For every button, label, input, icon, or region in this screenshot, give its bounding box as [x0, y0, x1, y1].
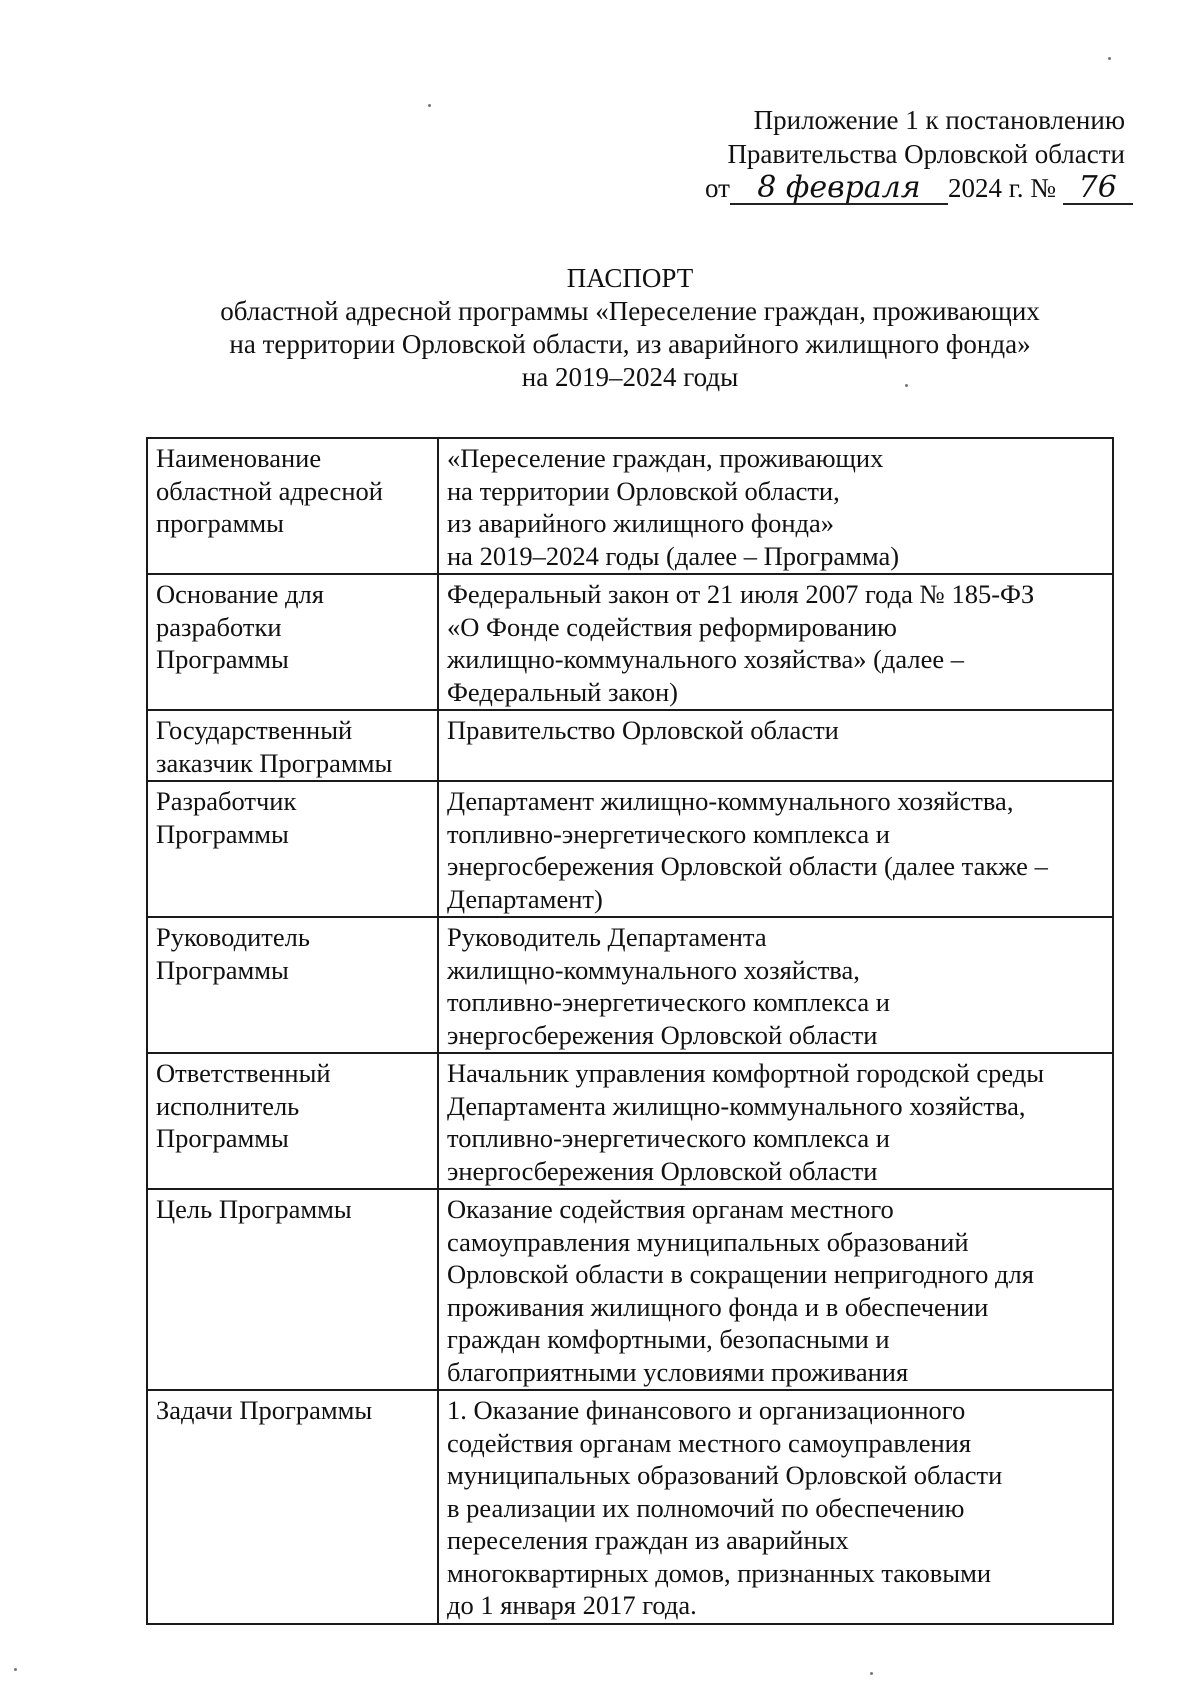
table-row — [147, 438, 1113, 574]
appendix-line-2: Правительства Орловской области — [727, 139, 1125, 169]
row-label-line: программы — [156, 508, 284, 538]
row-value-cell — [438, 1189, 1113, 1390]
row-value-cell — [438, 917, 1113, 1053]
date-prefix: от — [705, 173, 730, 203]
row-value-line: граждан комфортными, безопасными и — [447, 1324, 890, 1354]
row-label-line: Государственный — [156, 715, 353, 745]
row-label-line: заказчик Программы — [156, 747, 393, 778]
table-row — [147, 1189, 1113, 1390]
title-heading: ПАСПОРТ — [566, 263, 694, 293]
row-value-line: многоквартирных домов, признанных таковыми — [447, 1557, 992, 1588]
row-value-line: 1. Оказание финансового и организационного — [447, 1395, 966, 1425]
row-label-cell — [147, 1189, 438, 1390]
row-value-line: проживания жилищного фонда и в обеспечении — [447, 1291, 989, 1322]
row-label-line: Задачи Программы — [156, 1395, 373, 1425]
title-line: на территории Орловской области, из аварийного жилищного фонда» — [229, 329, 1031, 359]
appendix-line-1: Приложение 1 к постановлению — [753, 105, 1125, 135]
row-value-line: энергосбережения Орловской области (далее также – — [447, 851, 1048, 881]
scan-speck — [1108, 57, 1111, 60]
scan-speck — [14, 1668, 17, 1671]
row-value-line: топливно-энергетического комплекса и — [447, 987, 890, 1017]
row-value-line: «Переселение граждан, проживающих — [447, 443, 884, 473]
table-row — [147, 781, 1113, 917]
row-label-line: Руководитель — [156, 922, 310, 952]
row-value-cell — [438, 574, 1113, 710]
scan-speck — [870, 1672, 873, 1675]
row-label-cell — [147, 1053, 438, 1189]
table-row — [147, 917, 1113, 1053]
row-label-line: Наименование — [156, 443, 322, 473]
row-label-cell — [147, 1390, 438, 1624]
row-value-cell — [438, 1390, 1113, 1624]
scan-speck — [905, 384, 908, 387]
row-value-line: из аварийного жилищного фонда» — [447, 508, 835, 538]
row-value-line: на 2019–2024 годы (далее – Программа) — [447, 540, 900, 571]
row-label-line: Цель Программы — [156, 1194, 352, 1224]
row-value-cell — [438, 438, 1113, 574]
row-value-line: топливно-энергетического комплекса и — [447, 818, 890, 849]
row-value-line: в реализации их полномочий по обеспечению — [447, 1492, 965, 1523]
row-value-line: Департамент) — [447, 883, 603, 914]
row-value-line: Оказание содействия органам местного — [447, 1194, 894, 1224]
row-value-cell — [438, 1053, 1113, 1189]
table-row — [147, 1053, 1113, 1189]
row-value-line: переселения граждан из аварийных — [447, 1525, 849, 1555]
row-label-line: Программы — [156, 954, 289, 985]
row-label-cell — [147, 710, 438, 781]
row-value-line: содействия органам местного самоуправления — [447, 1427, 972, 1458]
row-value-line: Руководитель Департамента — [447, 922, 767, 952]
row-value-line: Федеральный закон) — [447, 676, 678, 707]
row-label-line: Программы — [156, 818, 289, 849]
row-value-line: Орловской области в сокращении непригодного для — [447, 1259, 1034, 1289]
row-label-line: областной адресной — [156, 475, 383, 506]
row-label-line: Разработчик — [156, 786, 297, 816]
row-value-line: до 1 января 2017 года. — [447, 1590, 697, 1620]
table-row — [147, 574, 1113, 710]
row-value-line: Федеральный закон от 21 июля 2007 года № 185-ФЗ — [447, 579, 1035, 609]
row-label-cell — [147, 574, 438, 710]
handwritten-date: 8 февраля — [730, 173, 948, 205]
row-label-cell — [147, 917, 438, 1053]
row-value-line: Департамента жилищно-коммунального хозяйства, — [447, 1090, 1026, 1121]
row-value-cell — [438, 781, 1113, 917]
decree-date-line — [705, 171, 1125, 205]
row-label-cell — [147, 781, 438, 917]
row-value-cell — [438, 710, 1113, 781]
passport-table-body — [147, 438, 1113, 1624]
row-value-line: жилищно-коммунального хозяйства» (далее – — [447, 644, 965, 674]
row-value-line: жилищно-коммунального хозяйства, — [447, 954, 860, 985]
row-value-line: благоприятными условиями проживания — [447, 1356, 909, 1387]
row-label-line: исполнитель — [156, 1090, 300, 1121]
document-title — [150, 262, 1110, 394]
row-value-line: на территории Орловской области, — [447, 475, 840, 506]
row-value-line: Правительство Орловской области — [447, 715, 839, 745]
row-label-cell — [147, 438, 438, 574]
row-value-line: Начальник управления комфортной городской среды — [447, 1058, 1045, 1088]
passport-table — [146, 437, 1114, 1625]
row-value-line: энергосбережения Орловской области — [447, 1155, 878, 1186]
handwritten-number: 76 — [1063, 173, 1133, 205]
appendix-header — [705, 103, 1125, 205]
row-value-line: муниципальных образований Орловской области — [447, 1460, 1003, 1490]
row-label-line: разработки — [156, 611, 282, 642]
table-row — [147, 710, 1113, 781]
row-label-line: Основание для — [156, 579, 324, 609]
row-value-line: «О Фонде содействия реформированию — [447, 611, 897, 642]
row-label-line: Ответственный — [156, 1058, 331, 1088]
table-row — [147, 1390, 1113, 1624]
row-label-line: Программы — [156, 644, 289, 674]
row-value-line: Департамент жилищно-коммунального хозяйства, — [447, 786, 1014, 816]
scan-speck — [428, 104, 431, 107]
row-value-line: энергосбережения Орловской области — [447, 1019, 878, 1050]
row-value-line: топливно-энергетического комплекса и — [447, 1123, 890, 1153]
row-label-line: Программы — [156, 1123, 289, 1153]
row-value-line: самоуправления муниципальных образований — [447, 1226, 969, 1257]
date-year: 2024 г. № — [947, 173, 1056, 203]
title-line: областной адресной программы «Переселение граждан, проживающих — [220, 296, 1040, 326]
title-line: на 2019–2024 годы — [521, 362, 739, 392]
